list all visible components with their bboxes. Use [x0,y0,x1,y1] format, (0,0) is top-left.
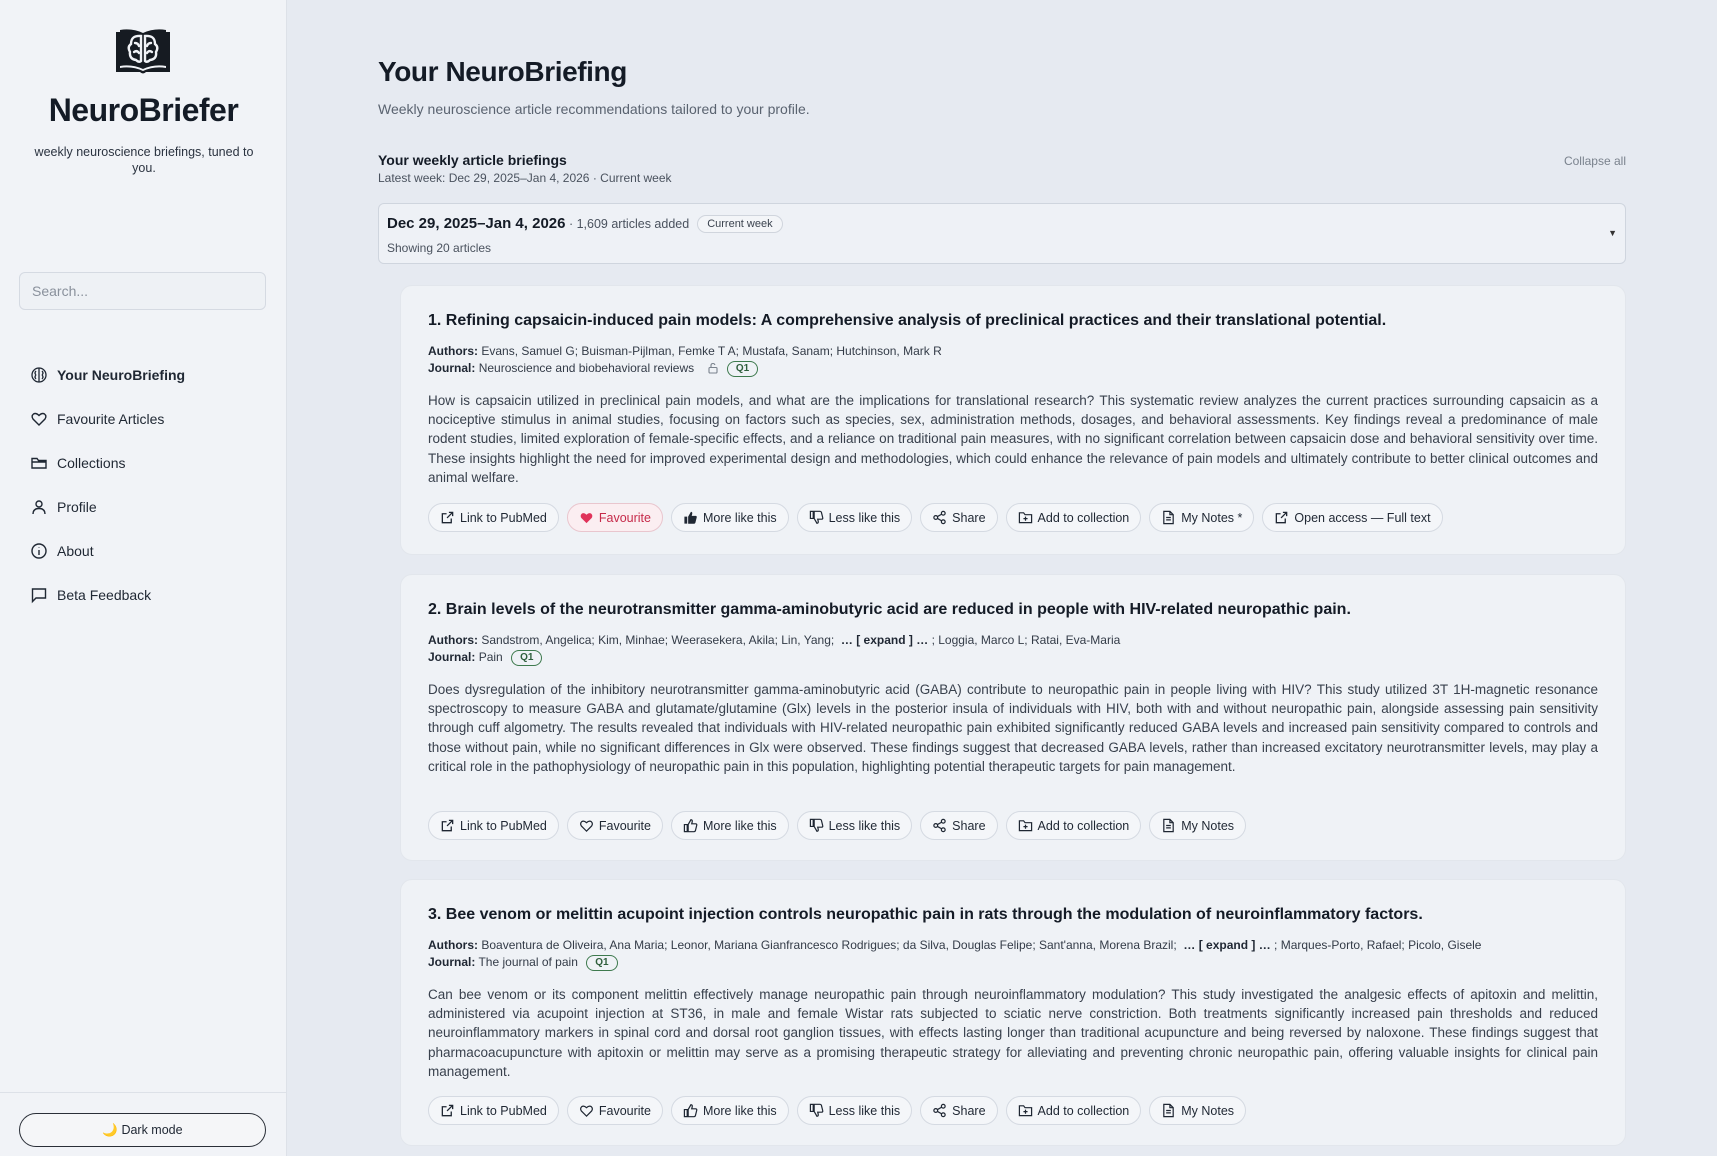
pubmed-link-button[interactable] [428,1096,559,1125]
my-notes-button[interactable] [1149,1096,1246,1125]
nav-item-favourite-articles[interactable] [24,405,274,433]
nav-label: Beta Feedback [57,587,152,603]
share-button[interactable] [920,503,997,532]
q1-badge: Q1 [586,955,617,971]
authors-label: Authors: [428,344,478,358]
button-label: My Notes [1181,1103,1235,1118]
article-journal [428,650,542,666]
nav-item-about[interactable] [24,537,274,565]
nav-label: Favourite Articles [57,411,165,427]
message-icon [30,586,48,604]
less-like-this-button[interactable] [797,1096,913,1125]
favourite-button[interactable] [567,503,663,532]
pubmed-link-button[interactable] [428,811,559,840]
search-input[interactable] [19,272,266,310]
add-to-collection-button[interactable] [1006,811,1142,840]
journal-label: Journal: [428,361,476,375]
thumbs-up-filled-icon [683,510,698,525]
article-authors [428,633,1120,647]
page-subtitle: Weekly neuroscience article recommendations tailored to your profile. [378,101,810,117]
button-label: More like this [702,1103,777,1118]
favourite-button[interactable] [567,1096,663,1125]
nav-item-beta-feedback[interactable] [24,581,274,609]
expand-authors-link[interactable]: … [ expand ] … [840,633,929,647]
article-authors [428,344,942,358]
brain-icon [30,366,48,384]
article-title[interactable]: 2. Brain levels of the neurotransmitter gamma-aminobutyric acid are reduced in people with HIV-related neuropathic pain. [428,601,1351,618]
user-icon [30,498,48,516]
button-label: Favourite [598,1103,651,1118]
my-notes-button[interactable] [1149,503,1254,532]
journal-name: Neuroscience and biobehavioral reviews [478,361,695,375]
share-icon [932,510,947,525]
button-label: Add to collection [1037,510,1130,525]
week-showing-count: Showing 20 articles [387,241,492,255]
button-label: My Notes * [1181,510,1243,525]
authors-list: Evans, Samuel G; Buisman-Pijlman, Femke T A; Mustafa, Sanam; Hutchinson, Mark R [481,344,942,358]
briefings-subheading: Latest week: Dec 29, 2025–Jan 4, 2026 · Current week [378,171,672,185]
more-like-this-button[interactable] [671,811,789,840]
authors-label: Authors: [428,938,478,952]
external-link-icon [440,1103,455,1118]
button-label: More like this [702,818,777,833]
note-icon [1161,818,1176,833]
journal-name: The journal of pain [478,955,578,969]
folder-plus-icon [1018,818,1033,833]
share-icon [932,1103,947,1118]
nav-label: Your NeuroBriefing [57,367,186,383]
thumbs-down-icon [809,1103,824,1118]
share-button[interactable] [920,1096,997,1125]
less-like-this-button[interactable] [797,503,913,532]
sidebar-nav [24,361,274,625]
button-label: Open access — Full text [1294,510,1431,525]
button-label: My Notes [1181,818,1235,833]
dark-mode-button[interactable]: 🌙 Dark mode [19,1113,266,1147]
week-accordion[interactable] [378,203,1626,264]
add-to-collection-button[interactable] [1006,503,1142,532]
brand-tagline: weekly neuroscience briefings, tuned to you. [34,145,254,175]
week-article-count: · 1,609 articles added [565,217,690,231]
article-card [400,879,1626,1146]
thumbs-down-icon [809,510,824,525]
share-button[interactable] [920,811,997,840]
authors-list: Sandstrom, Angelica; Kim, Minhae; Weerasekera, Akila; Lin, Yang; [481,633,835,647]
external-link-icon [1274,510,1289,525]
button-label: Less like this [828,1103,901,1118]
note-icon [1161,1103,1176,1118]
article-abstract: Does dysregulation of the inhibitory neurotransmitter gamma-aminobutyric acid (GABA) contribute to neuropathic pain in people living with HIV? This study utilized 3T 1H-magnetic resonance spectroscopy to measure GABA and glutamate/glutamine (Glx) levels in the posterior insula of individuals with HIV, both with and without neuropathic pain, alongside assessing pain sensitivity through cuff algometry. The results revealed that individuals with HIV-related neuropathic pain exhibited significantly reduced GABA levels and increased pain sensitivity compared to controls and those without pain, while no significant differences in Glx were observed. These findings suggest that decreased GABA levels, rather than increased excitatory neurotransmitter levels, may play a critical role in the pathophysiology of neuropathic pain in this population, highlighting potential therapeutic targets for pain management. [428,682,1598,774]
thumbs-up-icon [683,818,698,833]
thumbs-down-icon [809,818,824,833]
article-card [400,574,1626,861]
authors-label: Authors: [428,633,478,647]
button-label: Favourite [598,818,651,833]
button-label: Add to collection [1037,818,1130,833]
article-title[interactable]: 3. Bee venom or melittin acupoint injection controls neuropathic pain in rats through the modulation of neuroinflammatory factors. [428,906,1423,923]
page-title: Your NeuroBriefing [378,56,627,87]
button-label: Less like this [828,818,901,833]
sidebar [0,0,287,1156]
info-icon [30,542,48,560]
unlock-icon [707,362,719,374]
article-title[interactable]: 1. Refining capsaicin-induced pain models: A comprehensive analysis of preclinical practices and their translational potential. [428,312,1387,329]
folder-icon [30,454,48,472]
thumbs-up-icon [683,1103,698,1118]
folder-plus-icon [1018,510,1033,525]
button-label: Add to collection [1037,1103,1130,1118]
article-actions [428,1096,1246,1125]
button-label: Link to PubMed [460,510,547,525]
article-actions [428,503,1443,532]
current-week-badge: Current week [697,215,782,233]
more-like-this-button[interactable] [671,503,789,532]
article-abstract: How is capsaicin utilized in preclinical pain models, and what are the implications for translational research? This systematic review analyzes the current practices surrounding capsaicin as a nociceptive stimulus in animal studies, focusing on factors such as species, sex, administration methods, dosages, and behavioral assessments. Key findings reveal a predominance of male rodent studies, limited exploration of female-specific effects, and a reliance on traditional pain measures, with no significant correlation between capsaicin dose and behavioral sensitivity over time. These insights highlight the need for improved experimental design and methodologies, which could enhance the relevance of pain models and ultimately contribute to better clinical outcomes and animal welfare. [428,393,1598,485]
note-icon [1161,510,1176,525]
caret-down-icon: ▼ [1608,228,1617,238]
folder-plus-icon [1018,1103,1033,1118]
article-journal [428,361,758,377]
button-label: Link to PubMed [460,1103,547,1118]
button-label: Share [952,510,986,525]
nav-label: Collections [57,455,126,471]
button-label: More like this [702,510,777,525]
journal-label: Journal: [428,650,476,664]
heart-icon [30,410,48,428]
briefings-heading: Your weekly article briefings [378,152,567,168]
button-label: Less like this [828,510,901,525]
week-range-label: Dec 29, 2025–Jan 4, 2026 [387,215,566,232]
my-notes-button[interactable] [1149,811,1246,840]
button-label: Share [952,1103,986,1118]
sidebar-divider [0,1092,287,1093]
button-label: Link to PubMed [460,818,547,833]
article-card [400,285,1626,555]
nav-item-your-neurobriefing[interactable] [24,361,274,389]
more-like-this-button[interactable] [671,1096,789,1125]
article-abstract: Can bee venom or its component melittin effectively manage neuropathic pain through neuroinflammatory modulation? This study investigated the analgesic effects of apitoxin and melittin, administered via acupoint injection at ST36, in male and female Wistar rats subjected to sciatic nerve constriction. Both treatments significantly increased pain thresholds and reduced neuroinflammatory markers in spinal cord and dorsal root ganglion tissues, with effects lasting longer than traditional acupuncture and being reversed by naloxone. These findings suggest that pharmacoacupuncture with apitoxin or melittin may serve as a promising therapeutic strategy for alleviating and preventing chronic neuropathic pain, offering valuable insights for clinical pain management. [428,987,1598,1079]
button-label: Share [952,818,986,833]
nav-label: About [57,543,94,559]
nav-label: Profile [57,499,97,515]
article-actions [428,811,1246,840]
open-access-button[interactable] [1262,503,1442,532]
favourite-button[interactable] [567,811,663,840]
heart-icon [579,818,594,833]
brand-name: NeuroBriefer [48,92,239,128]
heart-filled-icon [579,510,594,525]
expand-authors-link[interactable]: … [ expand ] … [1183,938,1271,952]
q1-badge: Q1 [511,650,542,666]
authors-list-tail: ; Marques-Porto, Rafael; Picolo, Gisele [1274,938,1482,952]
less-like-this-button[interactable] [797,811,913,840]
pubmed-link-button[interactable] [428,503,559,532]
article-authors [428,938,1481,952]
button-label: Favourite [598,510,651,525]
authors-list-tail: ; Loggia, Marco L; Ratai, Eva-Maria [931,633,1121,647]
heart-icon [579,1103,594,1118]
add-to-collection-button[interactable] [1006,1096,1142,1125]
brain-book-logo-icon [114,26,172,78]
nav-item-collections[interactable] [24,449,274,477]
external-link-icon [440,818,455,833]
main-content [287,0,1717,1156]
journal-name: Pain [478,650,503,664]
authors-list: Boaventura de Oliveira, Ana Maria; Leonor, Mariana Gianfrancesco Rodrigues; da Silva, Douglas Felipe; Sant'anna, Morena Brazil; [481,938,1177,952]
nav-item-profile[interactable] [24,493,274,521]
collapse-all-link[interactable]: Collapse all [1563,154,1626,168]
week-range [387,215,783,233]
article-journal [428,955,618,971]
q1-badge: Q1 [727,361,758,377]
share-icon [932,818,947,833]
external-link-icon [440,510,455,525]
journal-label: Journal: [428,955,476,969]
